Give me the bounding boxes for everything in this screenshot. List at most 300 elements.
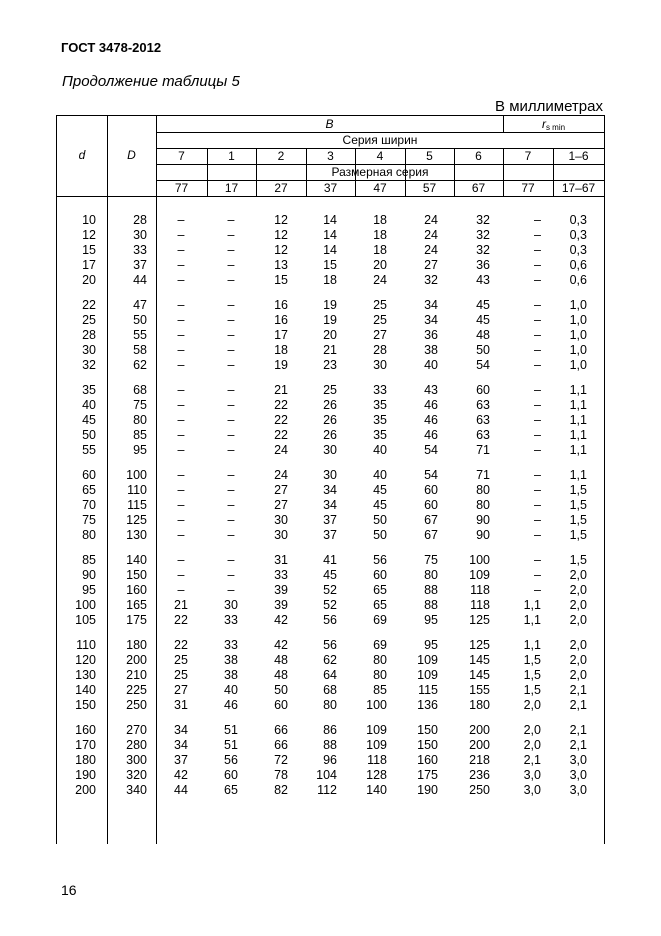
table-cell: 33 xyxy=(133,243,147,257)
table-cell: 109 xyxy=(366,738,387,752)
table-cell: – xyxy=(177,498,185,512)
table-cell: 42 xyxy=(274,613,288,627)
table-cell: 80 xyxy=(424,568,438,582)
table-cell: 25 xyxy=(174,668,188,682)
header-d: d xyxy=(78,148,86,162)
table-cell: 80 xyxy=(373,668,387,682)
table-row xyxy=(57,698,605,713)
table-cell: 63 xyxy=(476,413,490,427)
table-cell: – xyxy=(227,273,235,287)
table-cell: 50 xyxy=(373,513,387,527)
dimension-series-cell: 77 xyxy=(521,181,535,195)
table-cell: 66 xyxy=(274,723,288,737)
table-cell: – xyxy=(534,398,541,412)
table-cell: 25 xyxy=(373,313,387,327)
table-cell: 2,0 xyxy=(569,668,587,682)
table-cell: 155 xyxy=(469,683,490,697)
dimension-series-cell: 37 xyxy=(323,181,338,195)
table-cell: 130 xyxy=(126,528,147,542)
table-cell: 34 xyxy=(323,483,337,497)
header-B: B xyxy=(325,117,334,131)
table-cell: – xyxy=(534,213,541,227)
table-cell: 19 xyxy=(323,298,337,312)
table-cell: 58 xyxy=(133,343,147,357)
table-cell: 200 xyxy=(126,653,147,667)
table-cell: 18 xyxy=(373,243,387,257)
table-cell: 1,0 xyxy=(569,313,587,327)
table-cell: 40 xyxy=(373,468,387,482)
dimension-series-cell: 17–67 xyxy=(561,181,596,195)
table-cell: 30 xyxy=(133,228,147,242)
table-cell: – xyxy=(534,358,541,372)
table-cell: 39 xyxy=(274,598,288,612)
table-cell: 21 xyxy=(174,598,188,612)
table-cell: – xyxy=(534,328,541,342)
width-series-cell: 1 xyxy=(228,149,235,163)
table-cell: 54 xyxy=(424,468,438,482)
table-cell: 63 xyxy=(476,398,490,412)
table-cell: 1,5 xyxy=(569,513,587,527)
table-row xyxy=(57,213,605,228)
table-cell: 128 xyxy=(366,768,387,782)
table-cell: – xyxy=(534,413,541,427)
table-cell: 1,0 xyxy=(569,328,587,342)
table-cell: 3,0 xyxy=(569,783,587,797)
table-cell: 16 xyxy=(274,313,288,327)
table-cell: 1,1 xyxy=(569,428,587,442)
table-cell: 28 xyxy=(373,343,387,357)
table-cell: 24 xyxy=(373,273,387,287)
table-cell: 69 xyxy=(373,613,387,627)
table-cell: 45 xyxy=(373,483,387,497)
table-cell: 51 xyxy=(224,738,238,752)
table-cell: 25 xyxy=(82,313,96,327)
table-cell: 24 xyxy=(274,468,288,482)
table-cell: – xyxy=(534,313,541,327)
table-cell: 45 xyxy=(323,568,337,582)
table-row xyxy=(57,228,605,243)
table-cell: 60 xyxy=(274,698,288,712)
table-cell: 1,1 xyxy=(523,598,541,612)
table-cell: 210 xyxy=(126,668,147,682)
table-cell: – xyxy=(177,483,185,497)
table-cell: 52 xyxy=(323,583,337,597)
table-cell: 85 xyxy=(373,683,387,697)
dimension-series-cell: 77 xyxy=(174,181,189,195)
table-cell: – xyxy=(177,413,185,427)
width-series-cell: 7 xyxy=(178,149,185,163)
table-body xyxy=(57,213,605,808)
table-cell: 18 xyxy=(274,343,288,357)
table-cell: 1,5 xyxy=(523,668,541,682)
table-cell: – xyxy=(534,443,541,457)
table-cell: 38 xyxy=(424,343,438,357)
table-cell: 145 xyxy=(469,668,490,682)
table-cell: 140 xyxy=(126,553,147,567)
dimension-series-cell: 27 xyxy=(274,181,288,195)
table-cell: – xyxy=(227,228,235,242)
table-cell: 24 xyxy=(424,243,438,257)
table-cell: 30 xyxy=(274,528,288,542)
table-cell: – xyxy=(177,583,185,597)
table-row xyxy=(57,483,605,498)
table-cell: 26 xyxy=(323,428,337,442)
table-row xyxy=(57,768,605,783)
table-cell: 2,0 xyxy=(569,583,587,597)
table-cell: 19 xyxy=(323,313,337,327)
table-cell: – xyxy=(177,313,185,327)
table-cell: 78 xyxy=(274,768,288,782)
table-cell: – xyxy=(227,328,235,342)
table-cell: 100 xyxy=(366,698,387,712)
table-cell: 50 xyxy=(133,313,147,327)
table-cell: 2,1 xyxy=(523,753,541,767)
table-cell: 71 xyxy=(476,443,490,457)
table-cell: 120 xyxy=(75,653,96,667)
table-cell: 30 xyxy=(373,358,387,372)
table-cell: 125 xyxy=(469,613,490,627)
table-cell: 300 xyxy=(126,753,147,767)
table-cell: 104 xyxy=(316,768,337,782)
table-cell: 85 xyxy=(133,428,147,442)
table-cell: 36 xyxy=(424,328,438,342)
table-cell: 22 xyxy=(274,428,288,442)
table-cell: 17 xyxy=(82,258,96,272)
table-cell: 46 xyxy=(424,398,438,412)
table-cell: 1,0 xyxy=(569,298,587,312)
table-cell: 190 xyxy=(75,768,96,782)
table-cell: 21 xyxy=(274,383,288,397)
page-number: 16 xyxy=(61,882,77,898)
table-row xyxy=(57,613,605,628)
table-cell: 115 xyxy=(127,498,147,512)
table-row-group xyxy=(57,468,605,543)
table-cell: 35 xyxy=(373,428,387,442)
table-cell: 68 xyxy=(133,383,147,397)
table-cell: – xyxy=(177,213,185,227)
table-cell: 16 xyxy=(274,298,288,312)
table-row xyxy=(57,668,605,683)
table-cell: 200 xyxy=(469,738,490,752)
table-cell: – xyxy=(227,528,235,542)
table-cell: 110 xyxy=(127,483,147,497)
table-cell: 88 xyxy=(323,738,337,752)
table-cell: 34 xyxy=(323,498,337,512)
table-cell: 109 xyxy=(366,723,387,737)
table-cell: – xyxy=(534,498,541,512)
table-cell: 40 xyxy=(373,443,387,457)
table-row xyxy=(57,258,605,273)
units-label: В миллиметрах xyxy=(495,98,603,115)
table-cell: 22 xyxy=(274,413,288,427)
table-cell: – xyxy=(534,298,541,312)
table-row xyxy=(57,498,605,513)
table-cell: – xyxy=(534,553,541,567)
table-row xyxy=(57,753,605,768)
table-cell: 32 xyxy=(476,228,490,242)
table-cell: – xyxy=(534,513,541,527)
width-series-cell: 7 xyxy=(524,149,532,163)
table-row xyxy=(57,413,605,428)
table-cell: 90 xyxy=(476,513,490,527)
table-cell: 65 xyxy=(82,483,96,497)
table-cell: 43 xyxy=(424,383,438,397)
table-cell: 1,0 xyxy=(569,358,587,372)
table-cell: – xyxy=(227,313,235,327)
table-cell: 67 xyxy=(424,513,438,527)
table-cell: 21 xyxy=(323,343,337,357)
table-cell: 62 xyxy=(323,653,337,667)
table-cell: 39 xyxy=(274,583,288,597)
table-cell: – xyxy=(227,213,235,227)
table-cell: 2,1 xyxy=(569,723,587,737)
table-row xyxy=(57,328,605,343)
width-series-label: Серия ширин xyxy=(342,133,418,147)
table-cell: 12 xyxy=(274,213,288,227)
table-cell: 31 xyxy=(274,553,288,567)
table-cell: 62 xyxy=(133,358,147,372)
table-row-group xyxy=(57,383,605,458)
table-cell: 55 xyxy=(82,443,96,457)
table-cell: 95 xyxy=(424,613,438,627)
table-cell: 100 xyxy=(469,553,490,567)
table-cell: 109 xyxy=(417,653,438,667)
table-row xyxy=(57,723,605,738)
table-cell: – xyxy=(534,568,541,582)
table-cell: 112 xyxy=(317,783,337,797)
table-cell: 54 xyxy=(424,443,438,457)
table-cell: 37 xyxy=(174,753,188,767)
table-cell: 46 xyxy=(424,428,438,442)
table-cell: 24 xyxy=(424,213,438,227)
table-cell: 34 xyxy=(174,738,188,752)
table-cell: 35 xyxy=(373,398,387,412)
table-cell: 19 xyxy=(274,358,288,372)
table-cell: 130 xyxy=(75,668,96,682)
table-cell: 15 xyxy=(82,243,96,257)
table-cell: 1,5 xyxy=(523,683,541,697)
table-cell: 26 xyxy=(323,398,337,412)
table-cell: 64 xyxy=(323,668,337,682)
dimension-series-label: Размерная серия xyxy=(331,165,429,179)
table-cell: 125 xyxy=(469,638,490,652)
table-cell: 12 xyxy=(274,243,288,257)
table-row xyxy=(57,343,605,358)
table-cell: 2,0 xyxy=(523,698,541,712)
table-cell: 51 xyxy=(224,723,238,737)
table-cell: 2,1 xyxy=(569,698,587,712)
table-cell: 30 xyxy=(82,343,96,357)
bearing-dimensions-table xyxy=(56,115,605,844)
table-row xyxy=(57,243,605,258)
table-cell: 170 xyxy=(75,738,96,752)
table-row xyxy=(57,428,605,443)
table-cell: 34 xyxy=(424,298,438,312)
table-row xyxy=(57,638,605,653)
table-cell: – xyxy=(227,443,235,457)
table-cell: 12 xyxy=(82,228,96,242)
table-cell: 12 xyxy=(274,228,288,242)
table-cell: 150 xyxy=(417,723,438,737)
table-row xyxy=(57,683,605,698)
table-cell: 27 xyxy=(174,683,188,697)
table-cell: – xyxy=(227,513,235,527)
table-cell: 80 xyxy=(373,653,387,667)
table-cell: 69 xyxy=(373,638,387,652)
table-cell: 42 xyxy=(174,768,188,782)
table-row xyxy=(57,528,605,543)
table-cell: 13 xyxy=(274,258,288,272)
table-row xyxy=(57,653,605,668)
table-row xyxy=(57,783,605,798)
table-cell: 45 xyxy=(82,413,96,427)
table-cell: 109 xyxy=(417,668,438,682)
table-row xyxy=(57,443,605,458)
table-cell: 22 xyxy=(82,298,96,312)
table-row xyxy=(57,398,605,413)
table-cell: 90 xyxy=(82,568,96,582)
table-cell: 2,0 xyxy=(569,653,587,667)
table-cell: 36 xyxy=(476,258,490,272)
table-row xyxy=(57,568,605,583)
table-cell: – xyxy=(227,383,235,397)
table-cell: 118 xyxy=(470,583,490,597)
table-cell: 1,1 xyxy=(523,613,541,627)
table-cell: – xyxy=(534,468,541,482)
table-cell: 14 xyxy=(323,228,337,242)
table-cell: 70 xyxy=(82,498,96,512)
table-cell: 160 xyxy=(75,723,96,737)
table-cell: 1,1 xyxy=(569,468,587,482)
table-cell: 20 xyxy=(323,328,337,342)
table-cell: – xyxy=(177,428,185,442)
table-cell: 1,5 xyxy=(569,553,587,567)
table-cell: 18 xyxy=(373,228,387,242)
table-cell: 56 xyxy=(224,753,238,767)
table-cell: 25 xyxy=(373,298,387,312)
table-cell: 218 xyxy=(469,753,490,767)
table-cell: – xyxy=(227,243,235,257)
table-cell: 1,1 xyxy=(569,398,587,412)
table-cell: 72 xyxy=(274,753,288,767)
table-cell: 1,1 xyxy=(569,443,587,457)
table-cell: 165 xyxy=(126,598,147,612)
table-cell: 0,6 xyxy=(569,273,587,287)
table-cell: – xyxy=(177,513,185,527)
table-cell: 100 xyxy=(75,598,96,612)
table-cell: 250 xyxy=(469,783,490,797)
table-cell: 95 xyxy=(133,443,147,457)
table-cell: 225 xyxy=(126,683,147,697)
table-cell: 140 xyxy=(75,683,96,697)
table-cell: 20 xyxy=(82,273,96,287)
table-row xyxy=(57,598,605,613)
table-cell: 18 xyxy=(373,213,387,227)
table-cell: 34 xyxy=(174,723,188,737)
table-cell: 2,0 xyxy=(523,723,541,737)
table-cell: 150 xyxy=(126,568,147,582)
table-cell: 180 xyxy=(75,753,96,767)
grid-line xyxy=(57,196,605,197)
table-cell: 1,1 xyxy=(569,413,587,427)
table-cell: 15 xyxy=(274,273,288,287)
table-cell: 50 xyxy=(82,428,96,442)
table-cell: 80 xyxy=(476,498,490,512)
table-cell: – xyxy=(227,428,235,442)
table-cell: – xyxy=(534,528,541,542)
table-cell: 118 xyxy=(367,753,387,767)
table-cell: – xyxy=(534,258,541,272)
table-cell: 52 xyxy=(323,598,337,612)
table-cell: 3,0 xyxy=(569,753,587,767)
table-cell: 25 xyxy=(174,653,188,667)
table-cell: 65 xyxy=(224,783,238,797)
table-cell: 35 xyxy=(373,413,387,427)
table-row-group xyxy=(57,638,605,713)
table-cell: 66 xyxy=(274,738,288,752)
table-cell: – xyxy=(227,568,235,582)
table-cell: 190 xyxy=(417,783,438,797)
table-cell: 33 xyxy=(274,568,288,582)
table-cell: 24 xyxy=(424,228,438,242)
table-cell: – xyxy=(534,243,541,257)
table-cell: 0,3 xyxy=(569,243,587,257)
table-cell: 1,1 xyxy=(523,638,541,652)
table-cell: 56 xyxy=(373,553,387,567)
table-cell: 20 xyxy=(373,258,387,272)
table-cell: – xyxy=(177,528,185,542)
table-cell: 80 xyxy=(133,413,147,427)
table-cell: 180 xyxy=(469,698,490,712)
table-cell: 14 xyxy=(323,243,337,257)
table-cell: 35 xyxy=(82,383,96,397)
table-cell: 71 xyxy=(476,468,490,482)
table-row xyxy=(57,383,605,398)
table-row xyxy=(57,553,605,568)
table-cell: 31 xyxy=(174,698,188,712)
table-cell: 1,5 xyxy=(523,653,541,667)
width-series-cell: 6 xyxy=(475,149,482,163)
dimension-series-cell: 17 xyxy=(224,181,239,195)
table-cell: 75 xyxy=(82,513,96,527)
table-cell: 200 xyxy=(75,783,96,797)
table-cell: 32 xyxy=(82,358,96,372)
table-cell: 48 xyxy=(476,328,490,342)
table-cell: 180 xyxy=(126,638,147,652)
table-cell: 2,1 xyxy=(569,738,587,752)
table-row xyxy=(57,358,605,373)
table-cell: – xyxy=(177,243,185,257)
table-cell: 18 xyxy=(323,273,337,287)
table-cell: 60 xyxy=(476,383,490,397)
table-cell: 45 xyxy=(476,298,490,312)
table-cell: – xyxy=(227,358,235,372)
table-cell: – xyxy=(177,568,185,582)
table-cell: 27 xyxy=(274,483,288,497)
table-cell: 1,5 xyxy=(569,498,587,512)
table-cell: 2,0 xyxy=(569,638,587,652)
table-row-group xyxy=(57,723,605,798)
table-cell: – xyxy=(177,553,185,567)
table-cell: – xyxy=(177,383,185,397)
table-cell: 88 xyxy=(424,598,438,612)
table-cell: 32 xyxy=(476,243,490,257)
table-cell: 22 xyxy=(274,398,288,412)
table-cell: 43 xyxy=(476,273,490,287)
table-cell: 27 xyxy=(373,328,387,342)
table-cell: 34 xyxy=(424,313,438,327)
table-cell: 160 xyxy=(126,583,147,597)
